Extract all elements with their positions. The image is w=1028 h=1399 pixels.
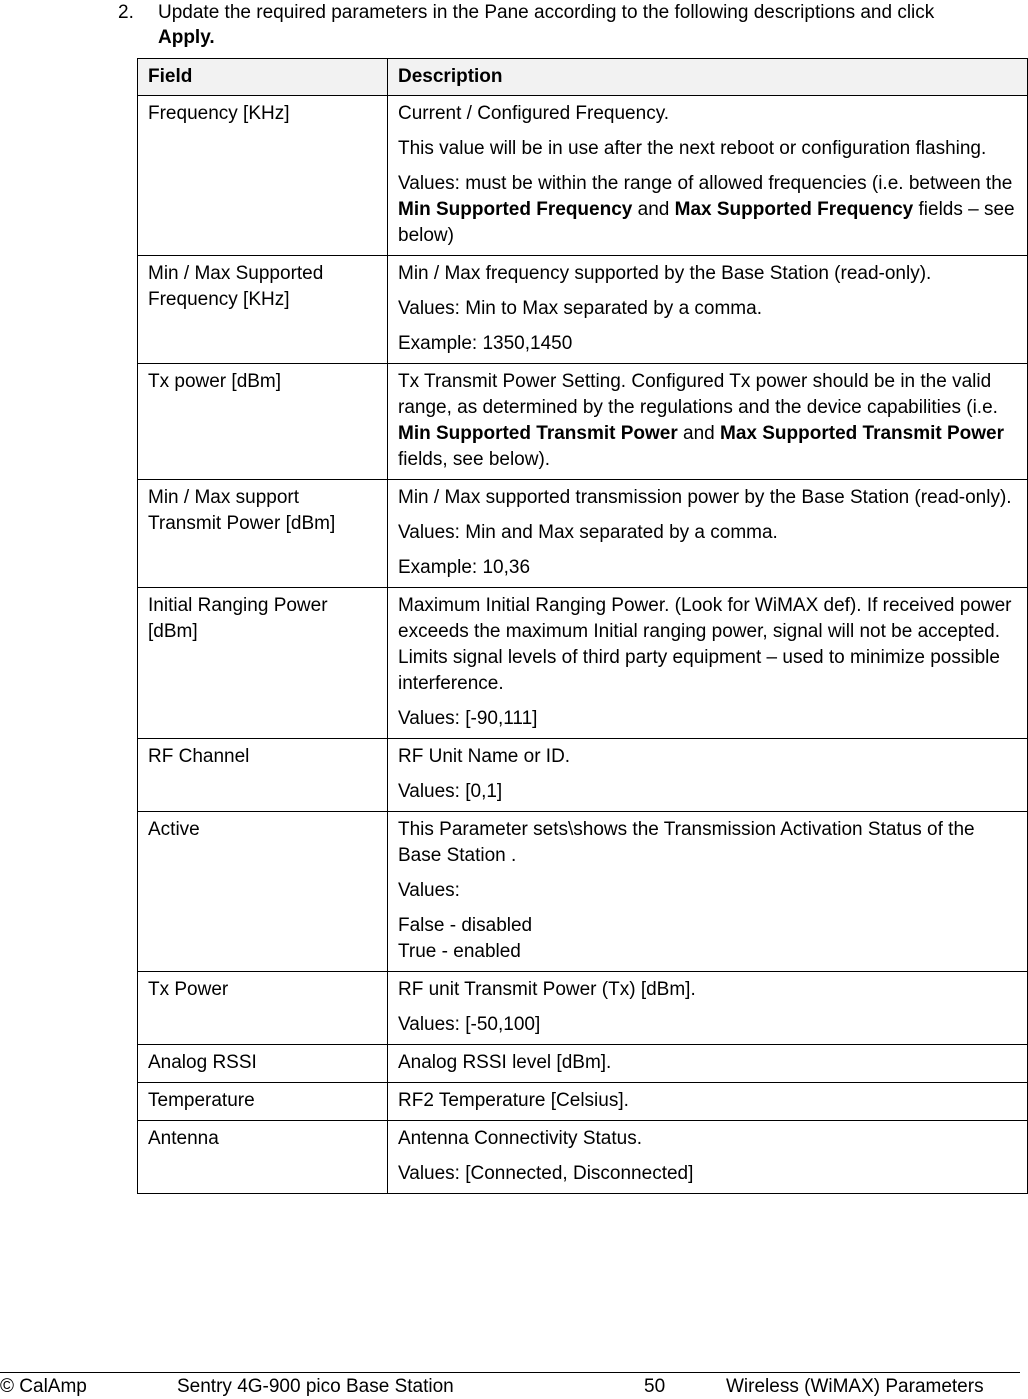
description-cell bbox=[388, 96, 1028, 256]
description-paragraph: Values: [0,1] bbox=[398, 781, 503, 802]
description-paragraph: RF2 Temperature [Celsius]. bbox=[398, 1090, 629, 1111]
description-paragraph: Example: 1350,1450 bbox=[398, 333, 573, 354]
description-paragraph: Values: [-50,100] bbox=[398, 1014, 541, 1035]
description-cell bbox=[388, 1121, 1028, 1194]
field-cell: RF Channel bbox=[138, 739, 388, 812]
description-paragraph: Example: 10,36 bbox=[398, 557, 531, 578]
description-cell bbox=[388, 256, 1028, 364]
description-cell bbox=[388, 972, 1028, 1045]
table-row bbox=[138, 364, 1028, 480]
description-cell bbox=[388, 364, 1028, 480]
field-cell: Temperature bbox=[138, 1083, 388, 1121]
field-cell: Tx power [dBm] bbox=[138, 364, 388, 480]
step-number: 2. bbox=[118, 2, 134, 23]
description-cell bbox=[388, 739, 1028, 812]
table-row bbox=[138, 588, 1028, 739]
description-paragraph: Antenna Connectivity Status. bbox=[398, 1128, 642, 1149]
table-row bbox=[138, 480, 1028, 588]
description-paragraph: Values: Min and Max separated by a comma. bbox=[398, 522, 778, 543]
description-paragraph: Current / Configured Frequency. bbox=[398, 103, 670, 124]
table-row bbox=[138, 972, 1028, 1045]
table-header-row bbox=[138, 59, 1028, 96]
description-paragraph: Min / Max supported transmission power by the Base Station (read-only). bbox=[398, 487, 1012, 508]
description-cell bbox=[388, 588, 1028, 739]
description-paragraph: Maximum Initial Ranging Power. (Look for WiMAX def). If received power exceeds the maximum Initial ranging power, signal will not be accepted. Limits signal levels of third party equipment – used to minimize possible interference. bbox=[398, 595, 1012, 694]
table-row bbox=[138, 739, 1028, 812]
instruction-step bbox=[118, 0, 1023, 50]
field-cell: Active bbox=[138, 812, 388, 972]
field-cell: Tx Power bbox=[138, 972, 388, 1045]
description-paragraph: RF Unit Name or ID. bbox=[398, 746, 571, 767]
footer-product: Sentry 4G-900 pico Base Station bbox=[177, 1376, 454, 1397]
description-cell bbox=[388, 812, 1028, 972]
apply-label: Apply. bbox=[158, 27, 215, 48]
description-paragraph: Min / Max frequency supported by the Base Station (read-only). bbox=[398, 263, 932, 284]
description-paragraph: This value will be in use after the next reboot or configuration flashing. bbox=[398, 138, 987, 159]
footer-divider bbox=[0, 1372, 1020, 1373]
table-row bbox=[138, 812, 1028, 972]
field-cell: Frequency [KHz] bbox=[138, 96, 388, 256]
description-cell bbox=[388, 480, 1028, 588]
field-cell: Analog RSSI bbox=[138, 1045, 388, 1083]
header-description: Description bbox=[388, 59, 1028, 96]
step-text: Update the required parameters in the Pane according to the following descriptions and click Apply. bbox=[158, 2, 935, 48]
description-cell bbox=[388, 1083, 1028, 1121]
description-paragraph: This Parameter sets\shows the Transmission Activation Status of the Base Station . bbox=[398, 819, 975, 866]
parameters-table bbox=[137, 58, 1028, 1194]
field-cell: Min / Max support Transmit Power [dBm] bbox=[138, 480, 388, 588]
table-row bbox=[138, 1045, 1028, 1083]
description-paragraph: Values: bbox=[398, 880, 460, 901]
field-cell: Initial Ranging Power [dBm] bbox=[138, 588, 388, 739]
field-cell: Antenna bbox=[138, 1121, 388, 1194]
description-paragraph: Tx Transmit Power Setting. Configured Tx power should be in the valid range, as determined by the regulations and the device capabilities (i.e. Min Supported Transmit Power and Max Supported Transmit Power fields, see below). bbox=[398, 371, 1005, 470]
description-paragraph: Values: [Connected, Disconnected] bbox=[398, 1163, 694, 1184]
field-cell: Min / Max Supported Frequency [KHz] bbox=[138, 256, 388, 364]
description-paragraph: Values: must be within the range of allowed frequencies (i.e. between the Min Supported Frequency and Max Supported Frequency fields – see below) bbox=[398, 173, 1015, 246]
description-paragraph: Values: [-90,111] bbox=[398, 708, 538, 729]
footer-page-number: 50 bbox=[644, 1376, 666, 1397]
table-row bbox=[138, 256, 1028, 364]
footer-section: Wireless (WiMAX) Parameters bbox=[726, 1376, 984, 1397]
description-paragraph: Values: Min to Max separated by a comma. bbox=[398, 298, 762, 319]
description-paragraph: False - disabled True - enabled bbox=[398, 915, 533, 962]
table-row bbox=[138, 96, 1028, 256]
table-row bbox=[138, 1121, 1028, 1194]
description-cell bbox=[388, 1045, 1028, 1083]
table-body bbox=[138, 96, 1028, 1194]
header-field: Field bbox=[138, 59, 388, 96]
description-paragraph: RF unit Transmit Power (Tx) [dBm]. bbox=[398, 979, 696, 1000]
table-row bbox=[138, 1083, 1028, 1121]
description-paragraph: Analog RSSI level [dBm]. bbox=[398, 1052, 612, 1073]
footer-copyright: © CalAmp bbox=[0, 1376, 87, 1397]
